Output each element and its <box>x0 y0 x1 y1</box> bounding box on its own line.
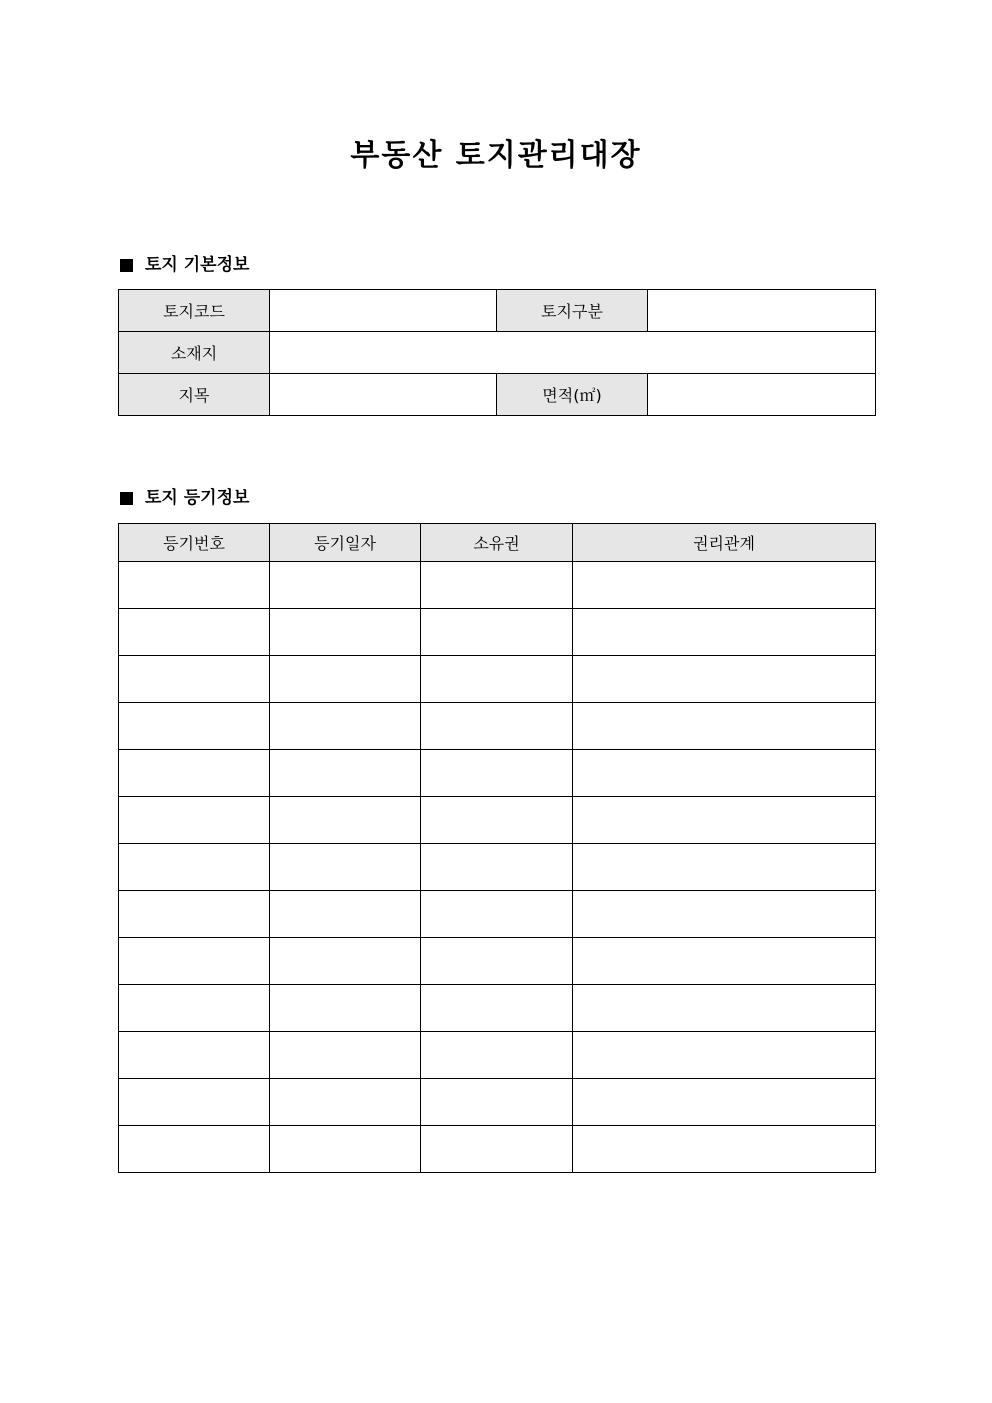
registration-number-cell[interactable] <box>119 1079 270 1126</box>
registration-number-cell[interactable] <box>119 609 270 656</box>
table-row <box>119 750 876 797</box>
ownership-cell[interactable] <box>421 797 573 844</box>
rights-cell[interactable] <box>573 656 876 703</box>
registration-date-cell[interactable] <box>270 1079 421 1126</box>
table-row <box>119 1079 876 1126</box>
registration-date-cell[interactable] <box>270 562 421 609</box>
rights-cell[interactable] <box>573 797 876 844</box>
registration-number-cell[interactable] <box>119 938 270 985</box>
ownership-cell[interactable] <box>421 703 573 750</box>
table-row <box>119 1032 876 1079</box>
table-row <box>119 562 876 609</box>
table-row <box>119 609 876 656</box>
column-header-ownership: 소유권 <box>421 524 573 562</box>
column-header-registration-date: 등기일자 <box>270 524 421 562</box>
registration-date-cell[interactable] <box>270 1126 421 1173</box>
registration-date-cell[interactable] <box>270 656 421 703</box>
registration-number-cell[interactable] <box>119 656 270 703</box>
registration-date-cell[interactable] <box>270 891 421 938</box>
column-header-rights: 권리관계 <box>573 524 876 562</box>
table-row <box>119 891 876 938</box>
area-label: 면적(㎡) <box>497 374 648 416</box>
land-code-field[interactable] <box>270 290 497 332</box>
registration-date-cell[interactable] <box>270 844 421 891</box>
rights-cell[interactable] <box>573 985 876 1032</box>
table-row <box>119 797 876 844</box>
registration-date-cell[interactable] <box>270 703 421 750</box>
registration-info-heading <box>120 486 249 510</box>
column-header-registration-number: 등기번호 <box>119 524 270 562</box>
land-category-field[interactable] <box>270 374 497 416</box>
ownership-cell[interactable] <box>421 750 573 797</box>
registration-date-cell[interactable] <box>270 609 421 656</box>
land-code-label: 토지코드 <box>119 290 270 332</box>
basic-info-heading <box>120 253 249 277</box>
registration-number-cell[interactable] <box>119 797 270 844</box>
area-field[interactable] <box>648 374 876 416</box>
rights-cell[interactable] <box>573 750 876 797</box>
registration-info-heading-label: 토지 등기정보 <box>145 488 250 508</box>
rights-cell[interactable] <box>573 891 876 938</box>
registration-number-cell[interactable] <box>119 985 270 1032</box>
rights-cell[interactable] <box>573 844 876 891</box>
table-row <box>119 703 876 750</box>
registration-table <box>118 523 876 1173</box>
registration-number-cell[interactable] <box>119 1032 270 1079</box>
registration-date-cell[interactable] <box>270 750 421 797</box>
ownership-cell[interactable] <box>421 1079 573 1126</box>
registration-date-cell[interactable] <box>270 1032 421 1079</box>
basic-info-table <box>118 289 876 416</box>
registration-date-cell[interactable] <box>270 985 421 1032</box>
rights-cell[interactable] <box>573 1032 876 1079</box>
rights-cell[interactable] <box>573 1079 876 1126</box>
rights-cell[interactable] <box>573 609 876 656</box>
ownership-cell[interactable] <box>421 985 573 1032</box>
registration-number-cell[interactable] <box>119 844 270 891</box>
registration-date-cell[interactable] <box>270 938 421 985</box>
registration-number-cell[interactable] <box>119 1126 270 1173</box>
table-row <box>119 844 876 891</box>
basic-info-heading-label: 토지 기본정보 <box>145 255 250 275</box>
table-row <box>119 938 876 985</box>
ownership-cell[interactable] <box>421 562 573 609</box>
ownership-cell[interactable] <box>421 891 573 938</box>
registration-date-cell[interactable] <box>270 797 421 844</box>
table-row <box>119 656 876 703</box>
ownership-cell[interactable] <box>421 1032 573 1079</box>
page-title: 부동산 토지관리대장 <box>350 138 642 173</box>
square-bullet-icon <box>120 492 133 505</box>
ownership-cell[interactable] <box>421 938 573 985</box>
registration-table-body <box>119 562 876 1173</box>
ownership-cell[interactable] <box>421 844 573 891</box>
registration-number-cell[interactable] <box>119 891 270 938</box>
registration-number-cell[interactable] <box>119 750 270 797</box>
table-row <box>119 985 876 1032</box>
registration-number-cell[interactable] <box>119 703 270 750</box>
location-label: 소재지 <box>119 332 270 374</box>
location-field[interactable] <box>270 332 876 374</box>
ownership-cell[interactable] <box>421 609 573 656</box>
rights-cell[interactable] <box>573 562 876 609</box>
land-category-label: 지목 <box>119 374 270 416</box>
land-type-field[interactable] <box>648 290 876 332</box>
rights-cell[interactable] <box>573 938 876 985</box>
ownership-cell[interactable] <box>421 656 573 703</box>
land-type-label: 토지구분 <box>497 290 648 332</box>
table-row <box>119 1126 876 1173</box>
square-bullet-icon <box>120 259 133 272</box>
rights-cell[interactable] <box>573 703 876 750</box>
rights-cell[interactable] <box>573 1126 876 1173</box>
ownership-cell[interactable] <box>421 1126 573 1173</box>
registration-number-cell[interactable] <box>119 562 270 609</box>
